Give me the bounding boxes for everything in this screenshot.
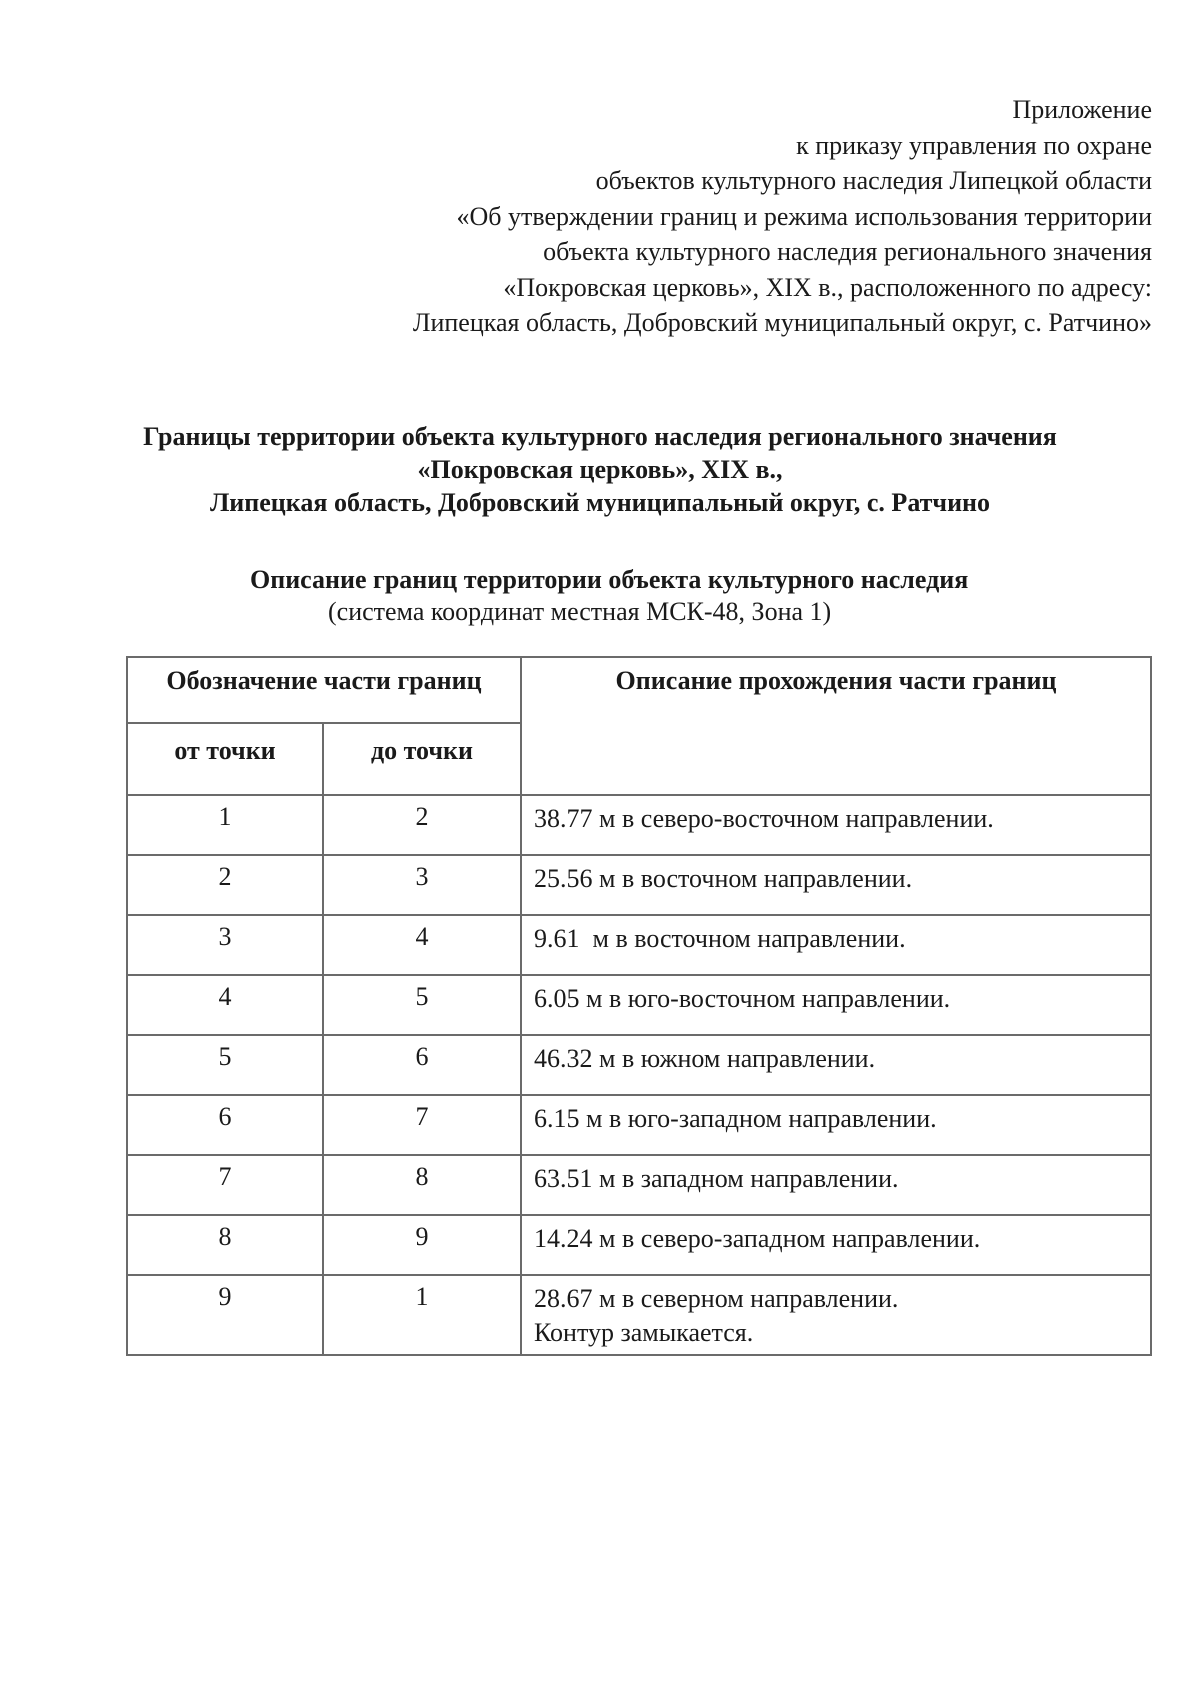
table-row [127,1035,1151,1095]
cell-from: 6 [127,1095,323,1155]
title-line: «Покровская церковь», XIX в., [417,455,783,484]
title-line: Липецкая область, Добровский муниципальный округ, с. Ратчино [209,488,991,517]
column-header-description: Описание прохождения части границ [521,657,1151,795]
table-row [127,1155,1151,1215]
cell-from: 9 [127,1275,323,1355]
title-line: Границы территории объекта культурного наследия регионального значения [143,422,1057,451]
header-line: «Покровская церковь», XIX в., расположенного по адресу: [503,272,1152,302]
cell-to: 4 [323,915,521,975]
cell-description: 6.15 м в юго-западном направлении. [521,1095,1151,1155]
cell-to: 5 [323,975,521,1035]
header-line: объектов культурного наследия Липецкой области [595,166,1152,195]
cell-to: 9 [323,1215,521,1275]
contour-closed-note: Контур замыкается. [534,1318,754,1347]
header-line: Приложение [1012,95,1152,124]
table-row [127,975,1151,1035]
cell-description: 63.51 м в западном направлении. [521,1155,1151,1215]
appendix-header [252,92,1152,341]
cell-to: 8 [323,1155,521,1215]
document-title [60,420,1140,519]
column-header-to: до точки [323,723,521,795]
cell-description: 6.05 м в юго-восточном направлении. [521,975,1151,1035]
section-heading: Описание границ территории объекта культурного наследия [250,565,969,594]
header-line: объекта культурного наследия регионального значения [543,237,1152,266]
boundary-table [126,656,1152,1356]
section-subtitle [250,564,968,628]
table-row [127,795,1151,855]
cell-description: 14.24 м в северо-западном направлении. [521,1215,1151,1275]
header-line: Липецкая область, Добровский муниципальный округ, с. Ратчино» [412,308,1152,337]
table-row [127,1095,1151,1155]
column-group-header: Обозначение части границ [127,657,521,723]
table-row [127,1215,1151,1275]
coordinate-system-note: (система координат местная МСК-48, Зона 1) [328,597,832,626]
cell-to: 7 [323,1095,521,1155]
table-row [127,855,1151,915]
cell-from: 8 [127,1215,323,1275]
cell-to: 1 [323,1275,521,1355]
table-row [127,1275,1151,1355]
cell-from: 2 [127,855,323,915]
cell-to: 3 [323,855,521,915]
cell-to: 2 [323,795,521,855]
cell-from: 1 [127,795,323,855]
cell-to: 6 [323,1035,521,1095]
cell-description: 25.56 м в восточном направлении. [521,855,1151,915]
column-header-from: от точки [127,723,323,795]
table-row [127,915,1151,975]
cell-description: 38.77 м в северо-восточном направлении. [521,795,1151,855]
cell-description: 46.32 м в южном направлении. [521,1035,1151,1095]
description-line: 28.67 м в северном направлении. [534,1284,899,1313]
header-line: «Об утверждении границ и режима использования территории [456,201,1152,231]
cell-from: 4 [127,975,323,1035]
header-line: к приказу управления по охране [796,130,1152,160]
cell-description: 9.61 м в восточном направлении. [521,915,1151,975]
cell-from: 3 [127,915,323,975]
cell-description [521,1275,1151,1355]
cell-from: 5 [127,1035,323,1095]
cell-from: 7 [127,1155,323,1215]
